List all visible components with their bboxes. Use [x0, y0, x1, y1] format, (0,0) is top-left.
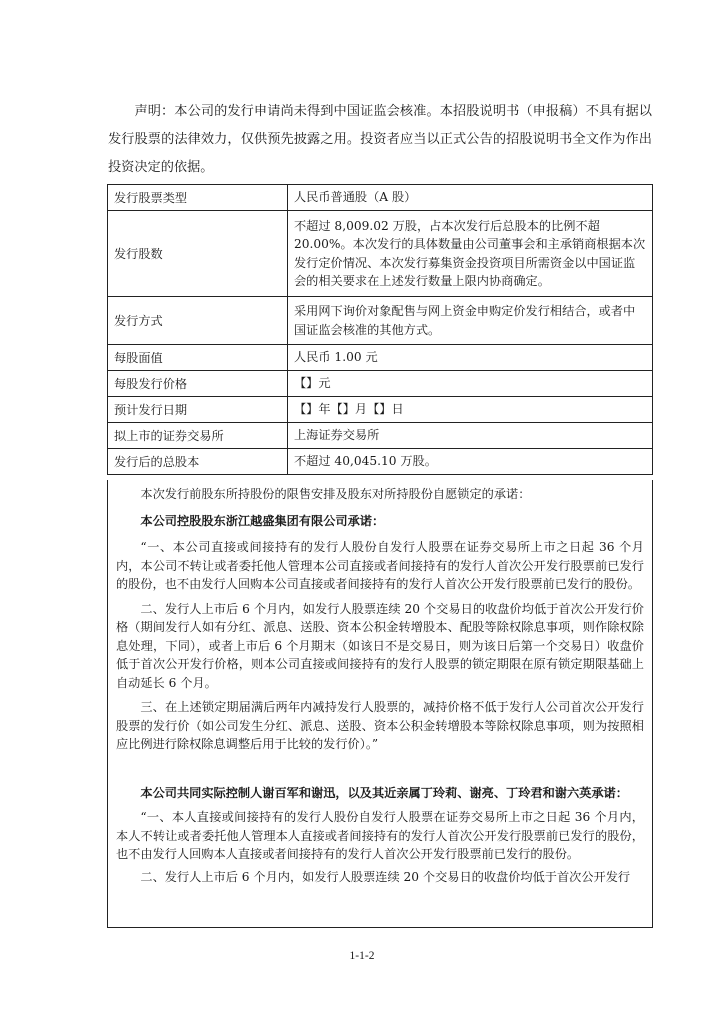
row-value: 采用网下询价对象配售与网上资金申购定价发行相结合，或者中国证监会核准的其他方式。: [288, 297, 653, 345]
row-value: 人民币普通股（A 股）: [288, 185, 653, 211]
row-label: 发行后的总股本: [108, 449, 288, 475]
row-label: 发行股票类型: [108, 185, 288, 211]
row-label: 发行方式: [108, 297, 288, 345]
table-row: [108, 449, 653, 475]
table-row: [108, 371, 653, 397]
row-label: 预计发行日期: [108, 397, 288, 423]
table-row: [108, 185, 653, 211]
table-row: [108, 211, 653, 297]
controller-commitment-1: “一、本人直接或间接持有的发行人股份自发行人股票在证券交易所上市之日起 36 个月内，本人不转让或者委托他人管理本人直接或者间接持有的发行人首次公开发行股票前已发行的股份，也不由发行人回购本人直接或者间接持有的发行人首次公开发行股票前已发行的股份。: [116, 810, 644, 861]
row-value: 不超过 8,009.02 万股，占本次发行后总股本的比例不超 20.00%。本次发行的具体数量由公司董事会和主承销商根据本次发行定价情况、本次发行募集资金投资项目所需资金以中国证监会的相关要求在上述发行数量上限内协商确定。: [288, 211, 653, 297]
controller-commitment-2: 二、发行人上市后 6 个月内，如发行人股票连续 20 个交易日的收盘价均低于首次公开发行: [140, 869, 631, 884]
disclaimer-statement: [108, 98, 652, 182]
row-label: 每股面值: [108, 345, 288, 371]
controlling-commitment-3: 三、在上述锁定期届满后两年内减持发行人股票的，减持价格不低于发行人公司首次公开发行股票的发行价（如公司发生分红、派息、送股、资本公积金转增股本等除权除息事项，则为按照相应比例进行除权除息调整后用于比较的发行价）。”: [116, 700, 644, 751]
table-row: [108, 397, 653, 423]
row-value: 不超过 40,045.10 万股。: [288, 449, 653, 475]
row-label: 每股发行价格: [108, 371, 288, 397]
table-row: [108, 297, 653, 345]
lockup-intro: 本次发行前股东所持股份的限售安排及股东对所持股份自愿锁定的承诺：: [140, 487, 531, 501]
row-value: 【】元: [288, 371, 653, 397]
offering-info-table: [107, 184, 653, 475]
controller-heading: 本公司共同实际控制人谢百军和谢迅，以及其近亲属丁玲莉、谢亮、丁玲君和谢六英承诺：: [140, 785, 628, 800]
lockup-commitments-section: [107, 480, 653, 928]
row-value: 人民币 1.00 元: [288, 345, 653, 371]
disclaimer-text: 声明：本公司的发行申请尚未得到中国证监会核准。本招股说明书（申报稿）不具有据以发行股票的法律效力，仅供预先披露之用。投资者应当以正式公告的招股说明书全文作为作出投资决定的依据。: [108, 104, 652, 175]
controlling-commitment-1: “一、本公司直接或间接持有的发行人股份自发行人股票在证券交易所上市之日起 36 个月内，本公司不转让或者委托他人管理本公司直接或者间接持有的发行人首次公开发行股票前已发行的股份，也不由发行人回购本公司直接或者间接持有的发行人首次公开发行股票前已发行的股份。: [116, 540, 644, 591]
row-label: 发行股数: [108, 211, 288, 297]
table-row: [108, 423, 653, 449]
controlling-commitment-2: 二、发行人上市后 6 个月内，如发行人股票连续 20 个交易日的收盘价均低于首次公开发行价格（期间发行人如有分红、派息、送股、资本公积金转增股本、配股等除权除息事项，则作除权除息处理，下同），或者上市后 6 个月期末（如该日不是交易日，则为该日后第一个交易日）收盘价低于首次公开发行价格，则本公司直接或间接持有的发行人股票的锁定期限在原有锁定期限基础上自动延长 6 个月。: [116, 601, 644, 690]
controlling-shareholder-heading: 本公司控股股东浙江越盛集团有限公司承诺：: [140, 513, 385, 528]
row-value: 上海证券交易所: [288, 423, 653, 449]
row-value: 【】年【】月【】日: [288, 397, 653, 423]
page-number: 1-1-2: [349, 950, 375, 962]
table-row: [108, 345, 653, 371]
row-label: 拟上市的证券交易所: [108, 423, 288, 449]
